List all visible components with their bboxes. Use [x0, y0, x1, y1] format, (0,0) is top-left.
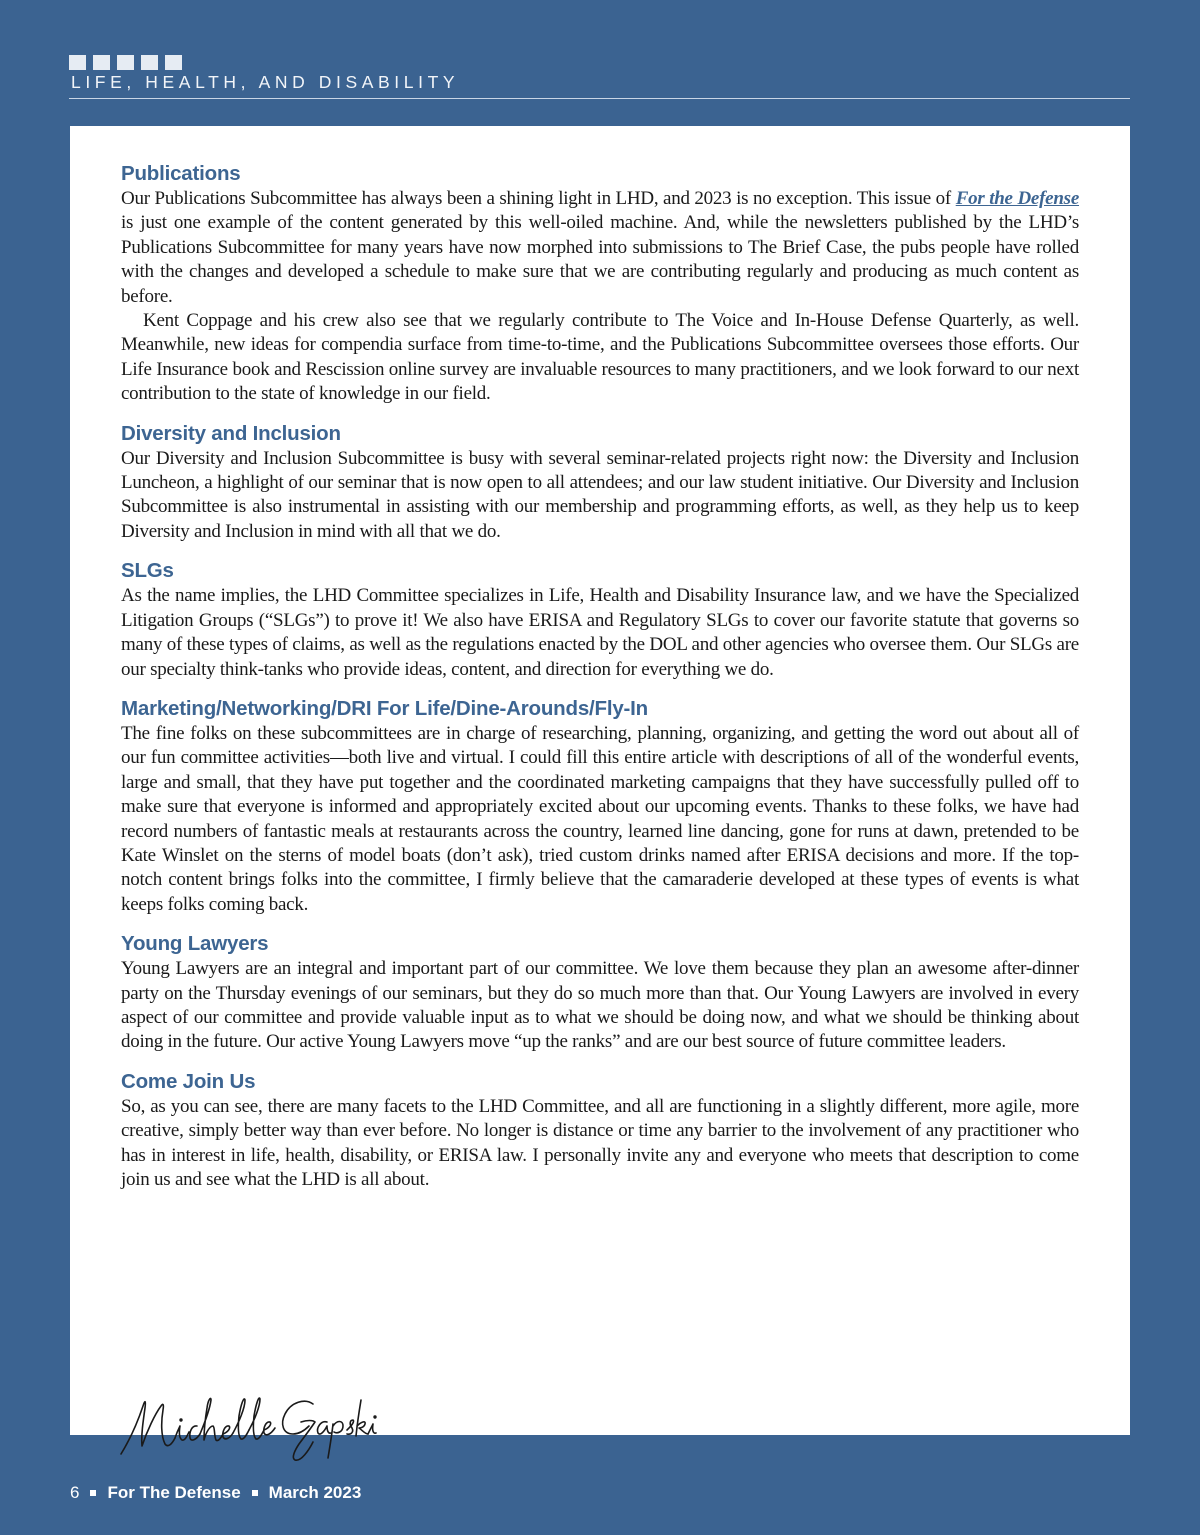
paragraph-text: is just one example of the content generated by this well-oiled machine. And, while the newsletters published by the LHD’s Publications Subcommittee for many years have now morphed into submissions to The Brief Case, the pubs people have rolled with the changes and developed a schedule to make sure that we are contributing regularly and producing as much content as before. — [121, 212, 1079, 307]
paragraph-text: Our Publications Subcommittee has always been a shining light in LHD, and 2023 is no exception. This issue of — [121, 188, 956, 209]
signature — [115, 1386, 405, 1466]
page-number: 6 — [70, 1483, 80, 1502]
page-footer — [70, 1483, 361, 1503]
section-label: LIFE, HEALTH, AND DISABILITY — [71, 72, 460, 92]
paragraph-marketing: The fine folks on these subcommittees are in charge of researching, planning, organizing, and getting the word out about all of our fun committee activities—both live and virtual. I could fill this entire article with descriptions of all of the wonderful events, large and small, that they have put together and the coordinated marketing campaigns that they have successfully pulled off to make sure that everyone is informed and appropriately excited about our upcoming events. Thanks to these folks, we have had record numbers of fantastic meals at restaurants across the country, learned line dancing, gone for runs at dawn, pretended to be Kate Winslet on the sterns of model boats (don’t ask), tried custom drinks named after ERISA decisions and more. If the top-notch content brings folks into the committee, I firmly believe that the camaraderie developed at these types of events is what keeps folks coming back. — [121, 722, 1079, 915]
footer-bullet — [90, 1490, 96, 1496]
section-heading-slgs: SLGs — [121, 559, 174, 583]
paragraph-diversity: Our Diversity and Inclusion Subcommittee is busy with several seminar-related projects right now: the Diversity and Inclusion Luncheon, a highlight of our seminar that is now open to all attendees; and our law student initiative. Our Diversity and Inclusion Subcommittee is also instrumental in assisting with our membership and programming efforts, as well, as they help us to keep Diversity and Inclusion in mind with all that we do. — [121, 447, 1079, 542]
publication-name: For The Defense — [107, 1483, 241, 1502]
header-square — [165, 55, 182, 70]
section-heading-publications: Publications — [121, 162, 241, 185]
header-squares-decoration — [69, 55, 182, 70]
paragraph-come-join-us: So, as you can see, there are many facets to the LHD Committee, and all are functioning in a slightly different, more agile, more creative, simply better way than ever before. No longer is distance or time any barrier to the involvement of any practitioner who has in interest in life, health, disability, or ERISA law. I personally invite any and everyone who meets that description to come join us and see what the LHD is all about. — [121, 1095, 1079, 1190]
footer-bullet — [252, 1490, 258, 1496]
header-rule — [69, 98, 1130, 99]
header-square — [117, 55, 134, 70]
section-heading-young-lawyers: Young Lawyers — [121, 932, 269, 956]
section-heading-diversity: Diversity and Inclusion — [121, 421, 341, 445]
article-panel — [70, 126, 1130, 1435]
for-the-defense-link[interactable]: For the Defense — [955, 188, 1080, 209]
paragraph-publications-1 — [121, 187, 1079, 309]
header-square — [141, 55, 158, 70]
article-body — [121, 161, 1079, 1192]
paragraph-young-lawyers: Young Lawyers are an integral and important part of our committee. We love them because they plan an awesome after-dinner party on the Thursday evenings of our seminars, but they do so much more than that. Our Young Lawyers are involved in every aspect of our committee and provide valuable input as to what we should be doing now, and what we should be thinking about doing in the future. Our active Young Lawyers move “up the ranks” and are our best source of future committee leaders. — [121, 958, 1079, 1053]
paragraph-publications-2: Kent Coppage and his crew also see that we regularly contribute to The Voice and In-House Defense Quarterly, as well. Meanwhile, new ideas for compendia surface from time-to-time, and the Publications Subcommittee oversees those efforts. Our Life Insurance book and Rescission online survey are invaluable resources to many practitioners, and we look forward to our next contribution to the state of knowledge in our field. — [121, 310, 1079, 405]
header-square — [93, 55, 110, 70]
header-square — [69, 55, 86, 70]
signature-image — [115, 1386, 405, 1466]
section-heading-come-join-us: Come Join Us — [121, 1069, 256, 1093]
paragraph-slgs: As the name implies, the LHD Committee specializes in Life, Health and Disability Insurance law, and we have the Specialized Litigation Groups (“SLGs”) to prove it! We also have ERISA and Regulatory SLGs to cover our favorite statute that governs so many of these types of claims, as well as the regulations enacted by the DOL and other agencies who oversee them. Our SLGs are our specialty think-tanks who provide ideas, content, and direction for everything we do. — [121, 585, 1079, 680]
section-heading-marketing: Marketing/Networking/DRI For Life/Dine-Arounds/Fly-In — [121, 696, 648, 720]
issue-date: March 2023 — [268, 1483, 362, 1502]
